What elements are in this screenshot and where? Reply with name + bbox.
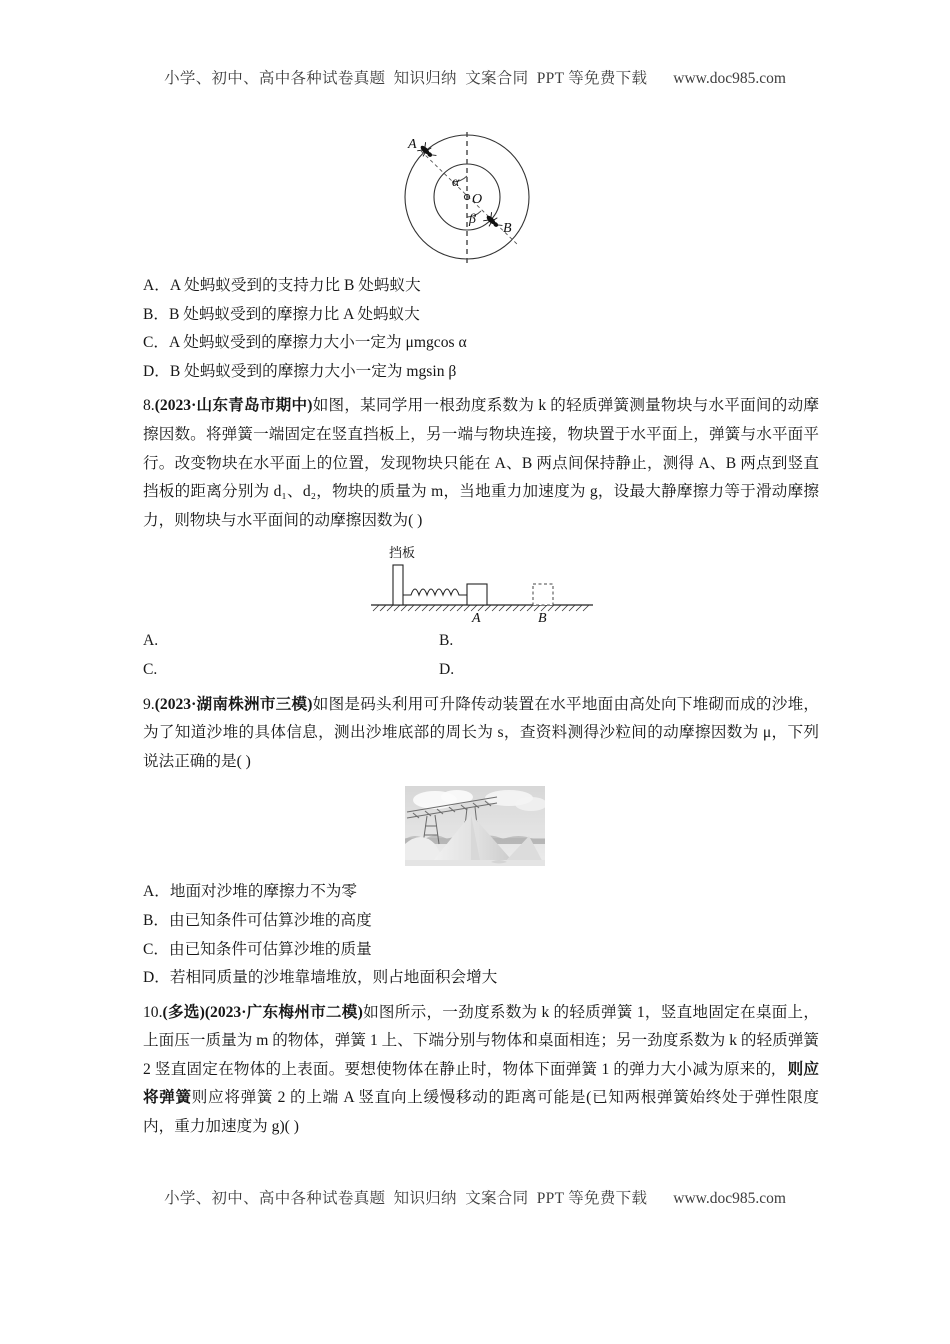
q10-fraction-gap: , (771, 1060, 788, 1078)
q10-body: 如图所示，一劲度系数为 k 的轻质弹簧 1，竖直地固定在桌面上，上面压一质量为 m 的物体，弹簧 1 上、下端分别与物体和桌面相连；另一劲度系数为 k 的轻质弹簧 2 竖直固定在物体的上表面。要想使物体在静止时，物体下面弹簧 1 的弹力大小减为原来的 (143, 1003, 819, 1078)
q9-body: 如图是码头利用可升降传动装置在水平地面由高处向下堆砌而成的沙堆，为了知道沙堆的具体信息，测出沙堆底部的周长为 s，查资料测得沙粒间的动摩擦因数为 μ，下列说法正确的是( ) (143, 695, 819, 770)
q9-option-a: A．地面对沙堆的摩擦力不为零 (143, 883, 357, 901)
q8-option-d: D. (439, 660, 455, 678)
q8-option-c: C. (143, 660, 158, 678)
sand-pile-svg (405, 786, 545, 866)
spring-coil (403, 589, 467, 595)
label-alpha: α (452, 175, 460, 190)
page-content (143, 120, 819, 1142)
ant-b-icon (483, 212, 504, 233)
label-b: B (503, 221, 512, 236)
q8-text (143, 392, 819, 535)
q7-option-a: A．A 处蚂蚁受到的支持力比 B 处蚂蚁大 (143, 277, 421, 294)
q7-option-d: D．B 处蚂蚁受到的摩擦力大小一定为 mgsin β (143, 362, 457, 380)
q9-source: (2023·湖南株洲市三模) (154, 695, 313, 713)
spring-label-b: B (538, 611, 547, 627)
q7-option-c: C．A 处蚂蚁受到的摩擦力大小一定为 μmgcos α (143, 334, 467, 352)
watermark-text-footer: 小学、初中、高中各种试卷真题 知识归纳 文案合同 PPT 等免费下载 (164, 1190, 648, 1207)
label-beta: β (469, 212, 476, 227)
q9-option-b: B．由已知条件可估算沙堆的高度 (143, 911, 372, 929)
spring-label-a: A (472, 611, 481, 627)
q8-body: 如图，某同学用一根劲度系数为 k 的轻质弹簧测量物块与水平面间的动摩擦因数。将弹簧一端固定在竖直挡板上，另一端与物块连接，物块置于水平面上，弹簧与水平面平行。改变物块在水平面上的位置，发现物块只能在 A、B 两点间保持静止，测得 A、B 两点到竖直挡板的距离分别为 d₁、d₂，物块的质量为 m，当地重力加速度为 g，设最大静摩擦力等于滑动摩擦力，则物块与水平面间的动摩擦因数为( ) (143, 397, 819, 529)
footer-watermark (0, 1186, 950, 1208)
q10-body-after: 则应将弹簧 2 的上端 A 竖直向上缓慢移动的距离可能是(已知两根弹簧始终处于弹性限度内，重力加速度为 g)( ) (143, 1089, 819, 1136)
q9-text (143, 691, 819, 777)
q8-options-row1 (143, 627, 819, 656)
figure-sand-pile (143, 786, 819, 878)
q10-source: (2023·广东梅州市二模) (204, 1003, 363, 1021)
center-label: O (472, 192, 483, 207)
ground-hatching (373, 605, 589, 611)
figure-rotating-disk (143, 124, 819, 272)
watermark-url-footer: www.doc985.com (673, 1190, 786, 1207)
q8-number: 8. (143, 397, 155, 415)
q9-number: 9. (143, 695, 155, 713)
figure-spring-block (143, 543, 819, 627)
q10-number: 10. (143, 1003, 163, 1021)
q10-multi-tag: (多选) (162, 1003, 205, 1021)
block-a (467, 584, 487, 605)
question-9 (143, 691, 819, 993)
q8-source: (2023·山东青岛市期中) (154, 397, 313, 415)
label-a: A (408, 137, 417, 152)
ant-a-icon (417, 142, 438, 163)
q9-option-c: C．由已知条件可估算沙堆的质量 (143, 940, 372, 958)
q8-option-b: B. (439, 632, 454, 650)
q8-option-a: A. (143, 632, 159, 650)
spring-block-svg (365, 543, 597, 627)
q10-body-emphasis: 则应将弹簧 (143, 1060, 819, 1107)
rotating-disk-svg (395, 124, 555, 272)
question9-options (143, 878, 819, 992)
wall-label: 挡板 (389, 545, 416, 561)
watermark-text: 小学、初中、高中各种试卷真题 知识归纳 文案合同 PPT 等免费下载 (164, 70, 648, 87)
q8-options-row2 (143, 656, 819, 685)
block-b-dashed (533, 584, 553, 605)
question-8 (143, 392, 819, 684)
sand-pile-photo (405, 786, 545, 866)
watermark-url: www.doc985.com (673, 70, 786, 87)
question-10 (143, 999, 819, 1142)
wall-rect (393, 565, 403, 605)
q7-option-b: B．B 处蚂蚁受到的摩擦力比 A 处蚂蚁大 (143, 305, 420, 323)
header-watermark (0, 66, 950, 88)
q10-text (143, 999, 819, 1142)
q9-option-d: D．若相同质量的沙堆靠墙堆放，则占地面积会增大 (143, 969, 498, 987)
question7-options (143, 272, 819, 386)
